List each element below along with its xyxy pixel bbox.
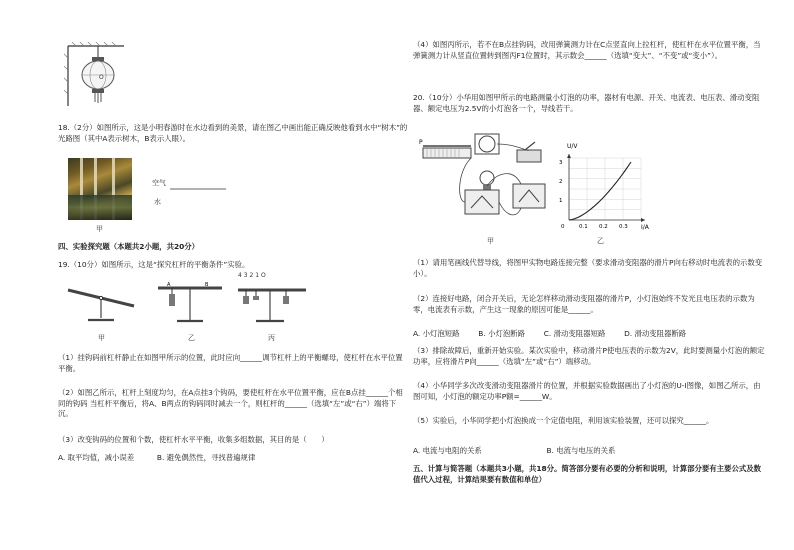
svg-text:A: A bbox=[167, 282, 171, 288]
option-a: A. 小灯泡短路 bbox=[413, 329, 460, 338]
option-a: A. 取平均值，减小误差 bbox=[58, 453, 135, 462]
ui-graph-ylabel: U/V bbox=[567, 143, 578, 150]
ytick: 3 bbox=[559, 160, 563, 166]
option-d: D. 滑动变阻器断路 bbox=[624, 329, 687, 338]
lever-scale bbox=[238, 272, 266, 281]
scale-mark: 3 bbox=[243, 272, 248, 279]
question-19: 19.（10分）如图所示，这是“探究杠杆的平衡条件”实验。 bbox=[58, 260, 250, 269]
svg-text:O: O bbox=[99, 74, 104, 81]
scale-mark: 1 bbox=[255, 272, 260, 279]
circuit-caption: 甲 bbox=[487, 237, 494, 245]
option-b: B. 避免偶然性，寻找普遍规律 bbox=[156, 453, 256, 462]
lever-figure-a bbox=[58, 276, 148, 326]
circuit-figure bbox=[417, 132, 557, 232]
lantern-figure bbox=[64, 40, 134, 110]
question-20-part-2: （2）连接好电路，闭合开关后，无论怎样移动滑动变阻器的滑片P，小灯泡始终不发光且电压表的示数为零，电流表有示数，产生这一现象的原因可能是______。 bbox=[413, 294, 755, 314]
air-label: 空气 bbox=[152, 179, 166, 187]
interface-line bbox=[168, 186, 228, 192]
xtick: 0.3 bbox=[619, 224, 628, 230]
xtick: 0.1 bbox=[579, 224, 588, 230]
lever-figure-c bbox=[234, 278, 314, 328]
question-20-part-5-options bbox=[413, 446, 765, 457]
scale-mark: O bbox=[261, 272, 266, 279]
question-20-part-1: （1）请用笔画线代替导线，将图甲实物电路连接完整（要求滑动变阻器的滑片P向右移动时电流表的示数变小）。 bbox=[413, 258, 763, 278]
xtick: 0.2 bbox=[599, 224, 608, 230]
question-20-part-5: （5）实验后，小华同学把小灯泡换成一个定值电阻，利用该实验装置，还可以探究______。 bbox=[413, 416, 714, 425]
question-19-part-1: （1）挂钩码前杠杆静止在如图甲所示的位置，此时应向______调节杠杆上的平衡螺母，使杠杆在水平位置平衡。 bbox=[58, 353, 403, 373]
ytick: 1 bbox=[559, 198, 563, 204]
slider-p-label: P bbox=[419, 139, 423, 146]
question-20: 20.（10分）小华用如图甲所示的电路测量小灯泡的功率，器材有电源、开关、电流表、电压表、滑动变阻器、额定电压为2.5V的小灯泡各一个，导线若干。 bbox=[413, 93, 760, 113]
question-20-part-2-options bbox=[413, 329, 765, 340]
svg-text:B: B bbox=[205, 282, 209, 288]
scale-mark: 2 bbox=[249, 272, 254, 279]
scale-mark: 4 bbox=[238, 272, 242, 279]
lever-figure-b bbox=[150, 278, 230, 328]
ui-graph bbox=[553, 143, 653, 232]
question-19-part-4: （4）如图丙所示，若不在B点挂钩码，改用弹簧测力计在C点竖直向上拉杠杆，使杠杆在水平位置平衡，当弹簧测力计从竖直位置转到图丙F1位置时，其示数会______（选填“变大”、“不变”或“变小”）。 bbox=[413, 40, 761, 60]
question-19-part-3: （3）改变钩码的位置和个数，使杠杆水平平衡，收集多组数据，其目的是（ ） bbox=[58, 435, 329, 444]
lake-photo bbox=[68, 158, 132, 220]
lever-caption-c: 丙 bbox=[268, 334, 275, 342]
question-19-options bbox=[58, 453, 408, 464]
graph-caption: 乙 bbox=[597, 237, 604, 245]
question-18: 18.（2分）如图所示，这是小明春游时在水边看到的美景，请在图乙中画出能正确反映他看到水中“树木”的光路图（其中A表示树木，B表示人眼）。 bbox=[58, 123, 408, 143]
ui-graph-xlabel: I/A bbox=[641, 224, 649, 231]
section-4-heading: 四、实验探究题（本题共2小题，共20分） bbox=[58, 242, 200, 251]
ytick: 2 bbox=[559, 179, 563, 185]
q18-photo-caption: 甲 bbox=[96, 225, 103, 233]
option-c: C. 滑动变阻器短路 bbox=[543, 329, 606, 338]
option-b: B. 小灯泡断路 bbox=[478, 329, 526, 338]
option-b: B. 电流与电压的关系 bbox=[546, 446, 616, 455]
option-a: A. 电流与电阻的关系 bbox=[413, 446, 482, 455]
lever-caption-b: 乙 bbox=[188, 334, 195, 342]
question-20-part-3: （3）排除故障后，重新开始实验。某次实验中，移动滑片P使电压表的示数为2V，此时要测量小灯泡的额定功率，应将滑片P向______（选填“左”或“右”）端移动。 bbox=[413, 346, 765, 366]
ui-curve bbox=[569, 162, 631, 220]
water-label: 水 bbox=[154, 198, 161, 206]
question-20-part-4: （4）小华同学多次改变滑动变阻器滑片的位置，并根据实验数据画出了小灯泡的U-I图像，如图乙所示，由图可知，小灯泡的额定功率P额=______W。 bbox=[413, 381, 761, 401]
question-19-part-2: （2）如图乙所示，杠杆上刻度均匀，在A点挂3个钩码，要使杠杆在水平位置平衡，应在B点挂______个相同的钩码 当杠杆平衡后，将A、B两点的钩码同时减去一个，则杠杆的______（选填“左”或“右”）端将下沉。 bbox=[58, 388, 403, 419]
lever-caption-a: 甲 bbox=[98, 334, 105, 342]
section-5-heading: 五、计算与简答题（本题共3小题，共18分。简答部分要有必要的分析和说明，计算部分要有主要公式及数值代入过程，计算结果要有数值和单位） bbox=[413, 464, 762, 484]
ytick: 0 bbox=[561, 224, 565, 230]
